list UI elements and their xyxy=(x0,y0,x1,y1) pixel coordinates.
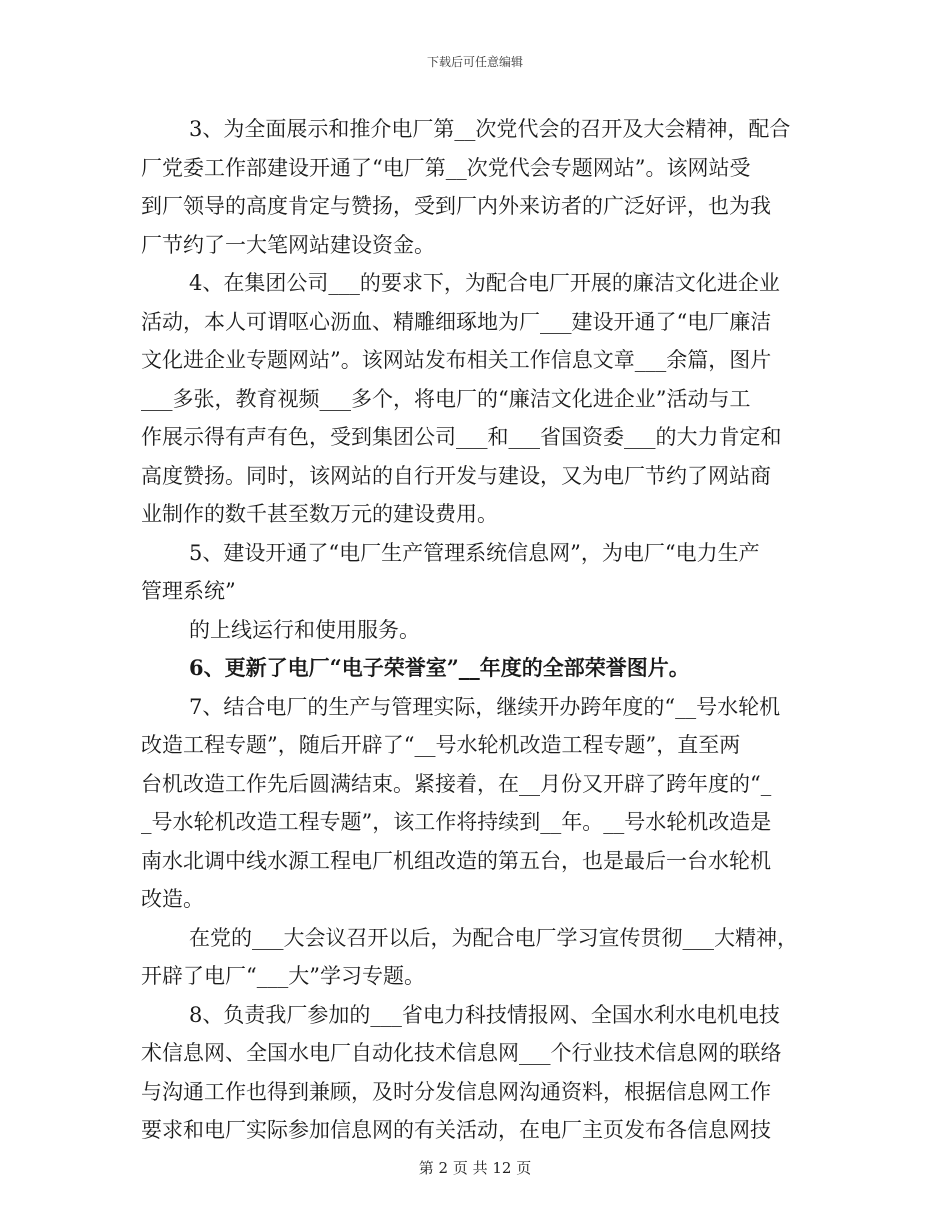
text-line: 厂节约了一大笔网站建设资金。 xyxy=(141,232,435,257)
text-line: 文化进企业专题网站”。该网站发布相关工作信息文章___余篇，图片 xyxy=(141,348,772,372)
text-line: ___多张，教育视频___多个，将电厂的“廉洁文化进企业”活动与工 xyxy=(141,386,751,411)
text-line: 台机改造工作先后圆满结束。紧接着，在__月份又开辟了跨年度的“_ xyxy=(141,771,772,796)
text-line: 8、负责我厂参加的___省电力科技情报网、全国水利水电机电技 xyxy=(189,1002,780,1027)
text-line: 活动，本人可谓呕心沥血、精雕细琢地为厂___建设开通了“电厂廉洁 xyxy=(141,309,772,334)
text-line: 高度赞扬。同时，该网站的自行开发与建设，又为电厂节约了网站商 xyxy=(141,463,771,488)
text-line: 的上线运行和使用服务。 xyxy=(189,617,420,642)
document-body xyxy=(141,110,811,1150)
page-footer: 第 2 页 共 12 页 xyxy=(418,1159,532,1177)
text-line: 3、为全面展示和推介电厂第__次党代会的召开及大会精神，配合 xyxy=(189,117,791,141)
bold-text-line: 6、更新了电厂“电子荣誉室”__年度的全部荣誉图片。 xyxy=(189,655,690,680)
text-line: 5、建设开通了“电厂生产管理系统信息网”，为电厂“电力生产 xyxy=(189,540,760,565)
text-line: 到厂领导的高度肯定与赞扬，受到厂内外来访者的广泛好评，也为我 xyxy=(141,194,771,218)
text-line: 术信息网、全国水电厂自动化技术信息网___个行业技术信息网的联络 xyxy=(141,1041,782,1065)
text-line: 改造。 xyxy=(141,887,204,911)
text-line: 业制作的数千甚至数万元的建设费用。 xyxy=(141,502,498,526)
text-line: 7、结合电厂的生产与管理实际，继续开办跨年度的“__号水轮机 xyxy=(189,694,781,719)
text-line: _号水轮机改造工程专题”，该工作将持续到__年。__号水轮机改造是 xyxy=(141,810,772,834)
text-line: 与沟通工作也得到兼顾，及时分发信息网沟通资料，根据信息网工作 xyxy=(141,1079,771,1104)
text-line: 作展示得有声有色，受到集团公司___和___省国资委___的大力肯定和 xyxy=(141,425,782,449)
text-line: 厂党委工作部建设开通了“电厂第__次党代会专题网站”。该网站受 xyxy=(141,155,751,180)
text-line: 4、在集团公司___的要求下，为配合电厂开展的廉洁文化进企业 xyxy=(189,271,780,295)
page-header: 下载后可任意编辑 xyxy=(426,55,523,69)
text-line: 在党的___大会议召开以后，为配合电厂学习宣传贯彻___大精神， xyxy=(189,925,798,950)
text-line: 改造工程专题”，随后开辟了“__号水轮机改造工程专题”，直至两 xyxy=(141,733,741,757)
text-line: 管理系统” xyxy=(141,579,236,603)
text-line: 要求和电厂实际参加信息网的有关活动，在电厂主页发布各信息网技 xyxy=(141,1118,771,1142)
text-line: 开辟了电厂“___大”学习专题。 xyxy=(141,964,425,988)
text-line: 南水北调中线水源工程电厂机组改造的第五台，也是最后一台水轮机 xyxy=(141,848,771,873)
